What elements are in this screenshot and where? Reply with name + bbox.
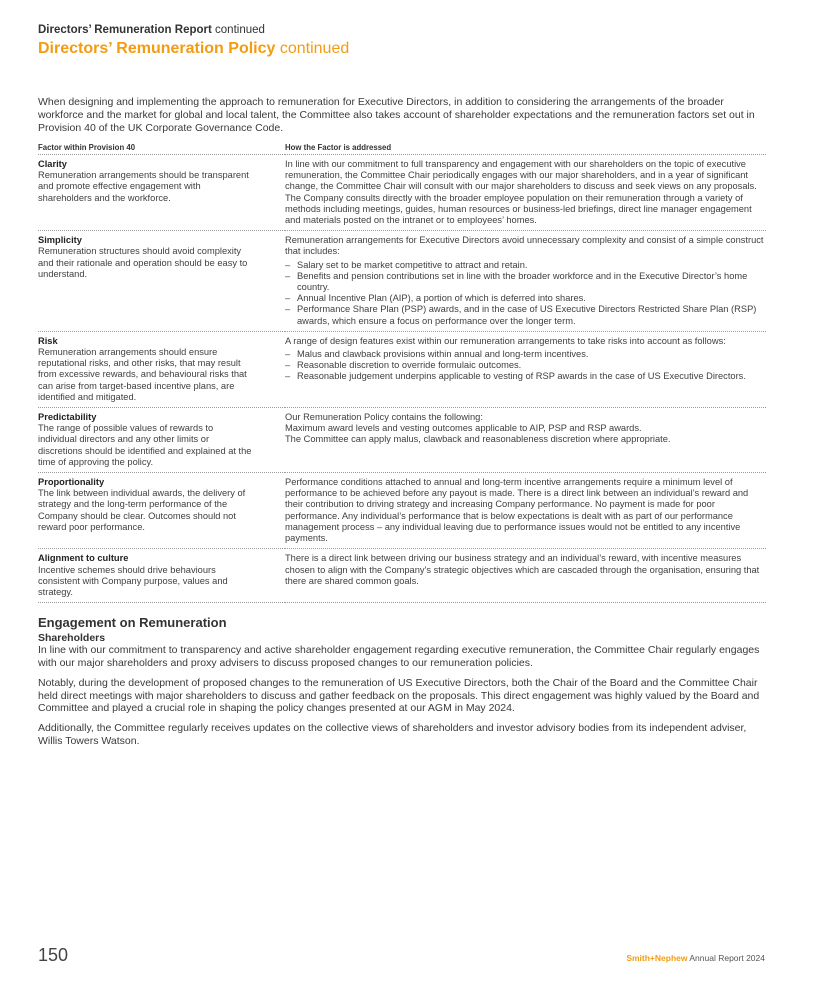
engagement-paragraph: Notably, during the development of proposed changes to the remuneration of US Executive Directors, both the Chair of the Board and the Committee Chair held direct meetings with major shareholders to discuss and gather feedback on the proposals. This direct engagement was highly valued by the Board and Committee and played a crucial role in shaping the policy changes presented at our AGM in May 2024. [38, 676, 760, 715]
dash-bullet-icon: – [285, 360, 291, 371]
bullet-list [285, 260, 766, 327]
how-addressed-text: Maximum award levels and vesting outcomes applicable to AIP, PSP and RSP awards. [285, 423, 642, 434]
report-title [38, 24, 766, 36]
bullet-list [285, 349, 766, 383]
bullet-item [285, 271, 766, 293]
how-addressed-text: The Committee can apply malus, clawback and reasonableness discretion where appropriate. [285, 434, 671, 445]
footer-report-name: Annual Report 2024 [687, 953, 765, 963]
how-addressed-cell [285, 155, 766, 231]
report-title-bold: Directors’ Remuneration Report [38, 24, 212, 36]
column-header-how: How the Factor is addressed [285, 141, 766, 155]
bullet-item [285, 293, 766, 304]
table-row [38, 473, 766, 549]
dash-bullet-icon: – [285, 371, 291, 382]
bullet-text: Malus and clawback provisions within annual and long-term incentives. [297, 349, 589, 360]
how-addressed-text: The Company consults directly with the broader employee population on their remuneration through a variety of methods including meetings, guides, human resources or business-led briefings, direct line manager engagement and materials posted on the intranet or to employees’ homes. [285, 192, 752, 226]
how-addressed-cell [285, 549, 766, 603]
bullet-text: Annual Incentive Plan (AIP), a portion of which is deferred into shares. [297, 293, 586, 304]
factor-description: Remuneration arrangements should ensure reputational risks, and other risks, that may result from excessive rewards, and behavioural risks that can arise from target-based incentive plans, are identified and mitigated. [38, 347, 247, 402]
dash-bullet-icon: – [285, 293, 291, 304]
factor-cell [38, 231, 285, 332]
section-title-bold: Directors’ Remuneration Policy [38, 40, 276, 57]
bullet-text: Reasonable judgement underpins applicable to vesting of RSP awards in the case of US Executive Directors. [297, 371, 746, 382]
column-header-factor: Factor within Provision 40 [38, 141, 285, 155]
factor-cell [38, 473, 285, 549]
factor-cell [38, 549, 285, 603]
factor-name: Proportionality [38, 477, 105, 488]
bullet-text: Reasonable discretion to override formulaic outcomes. [297, 360, 522, 371]
how-addressed-text: Remuneration arrangements for Executive Directors avoid unnecessary complexity and consist of a simple construct that includes: [285, 235, 764, 257]
bullet-text: Benefits and pension contributions set in line with the broader workforce and in the Executive Director’s home country. [297, 270, 748, 293]
how-addressed-text: Our Remuneration Policy contains the following: [285, 412, 483, 423]
engagement-title: Engagement on Remuneration [38, 615, 227, 631]
factor-description: Remuneration structures should avoid complexity and their rationale and operation should be easy to understand. [38, 246, 248, 279]
factor-description: Incentive schemes should drive behaviours consistent with Company purpose, values and strategy. [38, 564, 228, 597]
table-body [38, 155, 766, 603]
factor-name: Simplicity [38, 235, 82, 246]
engagement-paragraph: Additionally, the Committee regularly receives updates on the collective views of shareholders and investor advisory bodies from its independent adviser, Willis Towers Watson. [38, 722, 747, 747]
table-row [38, 231, 766, 332]
table-row [38, 331, 766, 407]
factor-cell [38, 155, 285, 231]
how-addressed-text: A range of design features exist within our remuneration arrangements to take risks into account as follows: [285, 335, 726, 346]
bullet-text: Performance Share Plan (PSP) awards, and in the case of US Executive Directors Restricted Share Plan (RSP) awards, which ensure a focus on performance over the longer term. [297, 304, 757, 326]
how-addressed-cell [285, 231, 766, 332]
table-row [38, 155, 766, 231]
bullet-item [285, 371, 766, 382]
factor-name: Predictability [38, 412, 97, 423]
provision-40-table [38, 141, 766, 603]
dash-bullet-icon: – [285, 349, 291, 360]
section-title [38, 40, 766, 58]
how-addressed-text: Performance conditions attached to annual and long-term incentive arrangements require a minimum level of performance to be achieved before any payout is made. There is a direct link between an individual’s reward and their contribution to driving strategy and increasing Company performance. No payment is made for poor performance. Any individual’s performance that is below expectations is dealt with as part of our performance management process – any individual leaving due to performance issues would not be entitled to any incentive payments. [285, 477, 749, 544]
how-addressed-text: There is a direct link between driving our business strategy and an individual’s reward, with incentive measures chosen to align with the Company’s strategic objectives which are cascaded through the organisation, ensuring that there are shared common goals. [285, 553, 760, 586]
how-addressed-cell [285, 473, 766, 549]
table-header-row [38, 141, 766, 155]
factor-name: Alignment to culture [38, 553, 129, 564]
factor-cell [38, 408, 285, 473]
factor-name: Clarity [38, 159, 67, 169]
section-title-suffix: continued [275, 40, 350, 57]
table-row [38, 549, 766, 603]
factor-cell [38, 331, 285, 407]
how-addressed-cell [285, 331, 766, 407]
brand-name: Smith+Nephew [626, 953, 688, 963]
bullet-item [285, 304, 766, 326]
dash-bullet-icon: – [285, 259, 291, 270]
page-content [38, 24, 766, 755]
factor-description: The link between individual awards, the delivery of strategy and the long-term performance of the Company should be clear. Outcomes should not reward poor performance. [38, 488, 246, 532]
intro-paragraph: When designing and implementing the approach to remuneration for Executive Directors, in addition to considering the arrangements of the broader workforce and the market for global and local talent, the Committee also takes account of shareholder expectations and the remuneration factors set out in Provision 40 of the UK Corporate Governance Code. [38, 96, 755, 134]
how-addressed-text: In line with our commitment to full transparency and engagement with our shareholders on the topic of executive remuneration, the Committee Chair periodically engages with our major shareholders, and in a year of significant change, the Committee Chair will consult with our major shareholders to discuss and seek views on any proposals. [285, 159, 757, 192]
factor-description: Remuneration arrangements should be transparent and promote effective engagement with shareholders and the workforce. [38, 170, 249, 203]
factor-description: The range of possible values of rewards to individual directors and any other limits or discretions should be identified and explained at the time of approving the policy. [38, 423, 252, 467]
factor-name: Risk [38, 335, 58, 346]
table-row [38, 408, 766, 473]
engagement-subtitle: Shareholders [38, 632, 106, 645]
footer-report-title [626, 953, 765, 963]
how-addressed-cell [285, 408, 766, 473]
report-title-suffix: continued [211, 24, 265, 36]
dash-bullet-icon: – [285, 270, 291, 281]
bullet-item [285, 260, 766, 271]
bullet-text: Salary set to be market competitive to attract and retain. [297, 259, 528, 270]
engagement-paragraph: In line with our commitment to transparency and active shareholder engagement regarding executive remuneration, the Committee Chair regularly engages with our major shareholders and proxy advisers to discuss proposed changes to our remuneration policies. [38, 644, 760, 669]
bullet-item [285, 349, 766, 360]
page-number: 150 [38, 945, 69, 965]
dash-bullet-icon: – [285, 304, 291, 315]
bullet-item [285, 360, 766, 371]
